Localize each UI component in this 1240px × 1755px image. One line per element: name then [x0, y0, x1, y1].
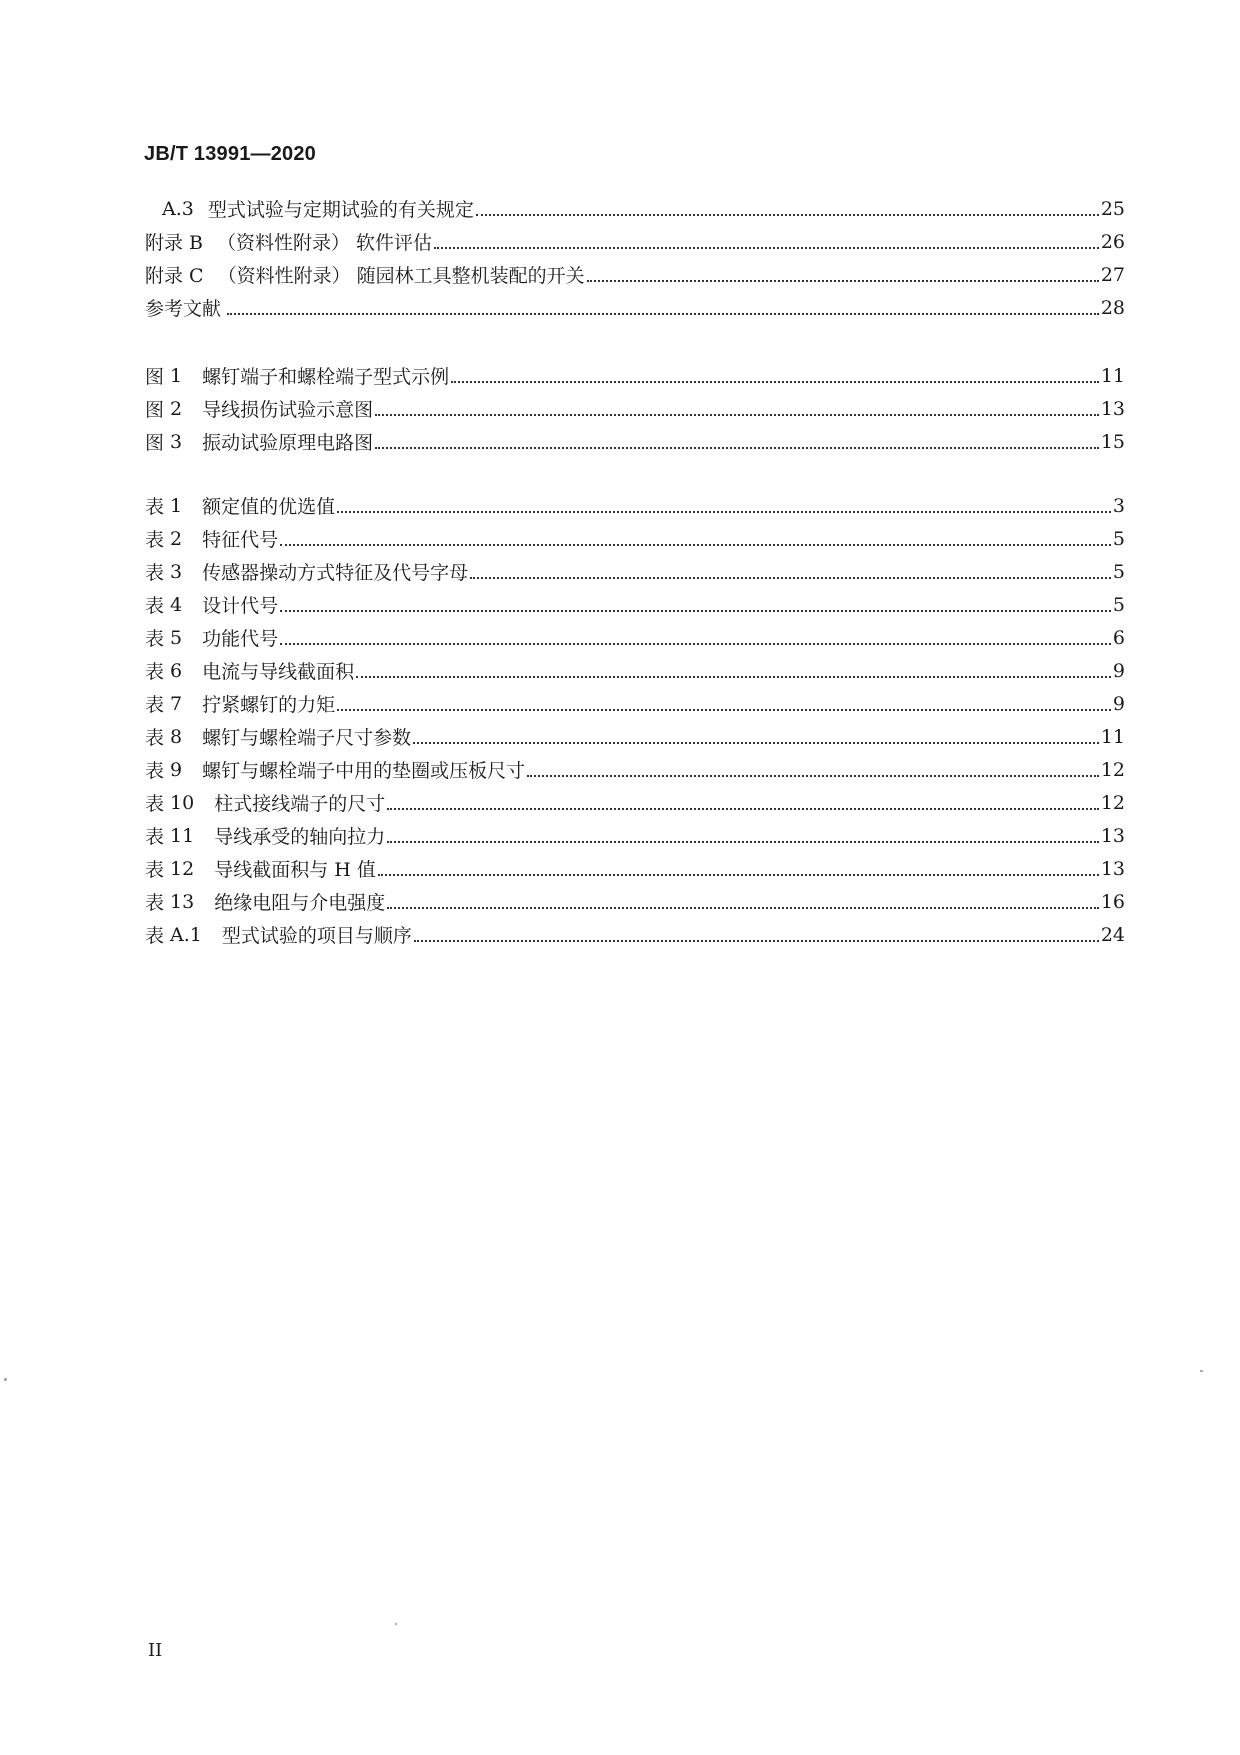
dot-leader [227, 313, 1099, 315]
entry-label: 附录 B [145, 232, 204, 254]
toc-entry-table[interactable] [145, 687, 1125, 720]
entry-title: （资料性附录） 软件评估 [217, 232, 433, 254]
entry-page-number: 9 [1112, 692, 1125, 715]
entry-number: 1 [170, 364, 183, 387]
dot-leader [375, 447, 1099, 449]
entry-number: 10 [170, 791, 195, 814]
entry-label: 表 [145, 727, 165, 749]
entry-title: 绝缘电阻与介电强度 [214, 892, 386, 914]
dot-leader [387, 808, 1099, 810]
entry-number: 6 [170, 659, 183, 682]
entry-number: 4 [170, 593, 183, 616]
entry-label: 表 [145, 694, 165, 716]
dot-leader [387, 907, 1099, 909]
dot-leader [337, 511, 1111, 513]
entry-page-number: 13 [1100, 857, 1125, 880]
entry-number: A.1 [170, 923, 202, 946]
entry-label: 图 [145, 399, 165, 421]
toc-figures-section [145, 359, 1125, 458]
entry-label: A.3 [162, 197, 194, 220]
entry-page-number: 13 [1100, 824, 1125, 847]
dot-leader [527, 775, 1099, 777]
entry-title: 螺钉与螺栓端子中用的垫圈或压板尺寸 [202, 760, 526, 782]
toc-entry-table[interactable] [145, 819, 1125, 852]
entry-page-number: 25 [1100, 197, 1125, 220]
entry-number: 3 [170, 430, 183, 453]
entry-title: （资料性附录） 随园林工具整机装配的开关 [217, 265, 585, 287]
toc-entry-table[interactable] [145, 786, 1125, 819]
entry-page-number: 15 [1100, 430, 1125, 453]
entry-title: 传感器操动方式特征及代号字母 [202, 562, 469, 584]
toc-entry-table[interactable] [145, 885, 1125, 918]
entry-page-number: 3 [1112, 494, 1125, 517]
entry-number: 8 [170, 725, 183, 748]
toc-entry-figure[interactable] [145, 392, 1125, 425]
entry-title: 拧紧螺钉的力矩 [202, 694, 336, 716]
entry-title: 振动试验原理电路图 [202, 432, 374, 454]
dot-leader [414, 940, 1099, 942]
entry-page-number: 11 [1100, 725, 1125, 748]
entry-title: 螺钉端子和螺栓端子型式示例 [202, 366, 450, 388]
toc-entry-appendix[interactable] [145, 225, 1125, 258]
entry-number: 2 [170, 397, 183, 420]
entry-page-number: 5 [1112, 527, 1125, 550]
toc-entry-table[interactable] [145, 621, 1125, 654]
entry-number: 11 [170, 824, 195, 847]
dot-leader [375, 414, 1099, 416]
entry-number: 12 [170, 857, 195, 880]
toc-entry-table[interactable] [145, 522, 1125, 555]
entry-label: 表 [145, 826, 165, 848]
entry-title: 柱式接线端子的尺寸 [214, 793, 386, 815]
entry-number: 2 [170, 527, 183, 550]
entry-title: 导线截面积与 H 值 [214, 859, 376, 881]
toc-entry-figure[interactable] [145, 425, 1125, 458]
entry-page-number: 13 [1100, 397, 1125, 420]
dot-leader [587, 280, 1099, 282]
entry-number: 7 [170, 692, 183, 715]
entry-page-number: 24 [1100, 923, 1125, 946]
entry-label: 参考文献 [145, 298, 222, 320]
entry-label: 表 [145, 529, 165, 551]
entry-title: 螺钉与螺栓端子尺寸参数 [202, 727, 412, 749]
entry-page-number: 6 [1112, 626, 1125, 649]
dot-leader [280, 610, 1111, 612]
entry-label: 附录 C [145, 265, 204, 287]
entry-page-number: 16 [1100, 890, 1125, 913]
dot-leader [413, 742, 1099, 744]
entry-title: 功能代号 [202, 628, 279, 650]
entry-title: 电流与导线截面积 [202, 661, 355, 683]
entry-title: 型式试验的项目与顺序 [221, 925, 412, 947]
dot-leader [356, 676, 1111, 678]
entry-page-number: 26 [1100, 230, 1125, 253]
dot-leader [387, 841, 1099, 843]
page-number: II [148, 1640, 163, 1661]
entry-label: 表 [145, 892, 165, 914]
toc-tables-section [145, 489, 1125, 951]
entry-number: 3 [170, 560, 183, 583]
dot-leader [451, 381, 1099, 383]
entry-number: 1 [170, 494, 183, 517]
entry-label: 表 [145, 859, 165, 881]
dot-leader [378, 874, 1099, 876]
entry-title: 型式试验与定期试验的有关规定 [207, 199, 474, 221]
entry-title: 导线损伤试验示意图 [202, 399, 374, 421]
toc-entry-table[interactable] [145, 720, 1125, 753]
scan-speck [1200, 1370, 1203, 1372]
toc-appendix-section [145, 192, 1125, 324]
entry-page-number: 11 [1100, 364, 1125, 387]
entry-label: 表 [145, 562, 165, 584]
entry-page-number: 12 [1100, 791, 1125, 814]
dot-leader [476, 214, 1099, 216]
entry-number: 13 [170, 890, 195, 913]
entry-label: 表 [145, 760, 165, 782]
entry-number: 9 [170, 758, 183, 781]
toc-entry-table[interactable] [145, 588, 1125, 621]
entry-page-number: 5 [1112, 560, 1125, 583]
toc-entry-table[interactable] [145, 555, 1125, 588]
entry-label: 表 [145, 661, 165, 683]
entry-label: 表 [145, 925, 165, 947]
entry-label: 表 [145, 595, 165, 617]
toc-entry-table[interactable] [145, 654, 1125, 687]
entry-title: 设计代号 [202, 595, 279, 617]
entry-title: 导线承受的轴向拉力 [214, 826, 386, 848]
entry-title: 特征代号 [202, 529, 279, 551]
toc-entry-appendix[interactable] [145, 291, 1125, 324]
toc-entry-appendix[interactable] [145, 192, 1125, 225]
entry-label: 表 [145, 496, 165, 518]
entry-title: 额定值的优选值 [202, 496, 336, 518]
document-number: JB/T 13991—2020 [144, 143, 317, 165]
dot-leader [434, 247, 1099, 249]
entry-page-number: 28 [1100, 296, 1125, 319]
entry-label: 图 [145, 366, 165, 388]
entry-label: 表 [145, 628, 165, 650]
entry-page-number: 5 [1112, 593, 1125, 616]
dot-leader [280, 643, 1111, 645]
toc-entry-appendix[interactable] [145, 258, 1125, 291]
toc-entry-table[interactable] [145, 753, 1125, 786]
toc-entry-table[interactable] [145, 918, 1125, 951]
toc-entry-table[interactable] [145, 489, 1125, 522]
entry-label: 图 [145, 432, 165, 454]
entry-page-number: 27 [1100, 263, 1125, 286]
toc-entry-figure[interactable] [145, 359, 1125, 392]
dot-leader [337, 709, 1111, 711]
dot-leader [470, 577, 1111, 579]
scan-speck [4, 1378, 7, 1381]
scan-speck [395, 1623, 397, 1625]
entry-label: 表 [145, 793, 165, 815]
entry-page-number: 12 [1100, 758, 1125, 781]
dot-leader [280, 544, 1111, 546]
entry-number: 5 [170, 626, 183, 649]
toc-entry-table[interactable] [145, 852, 1125, 885]
entry-page-number: 9 [1112, 659, 1125, 682]
